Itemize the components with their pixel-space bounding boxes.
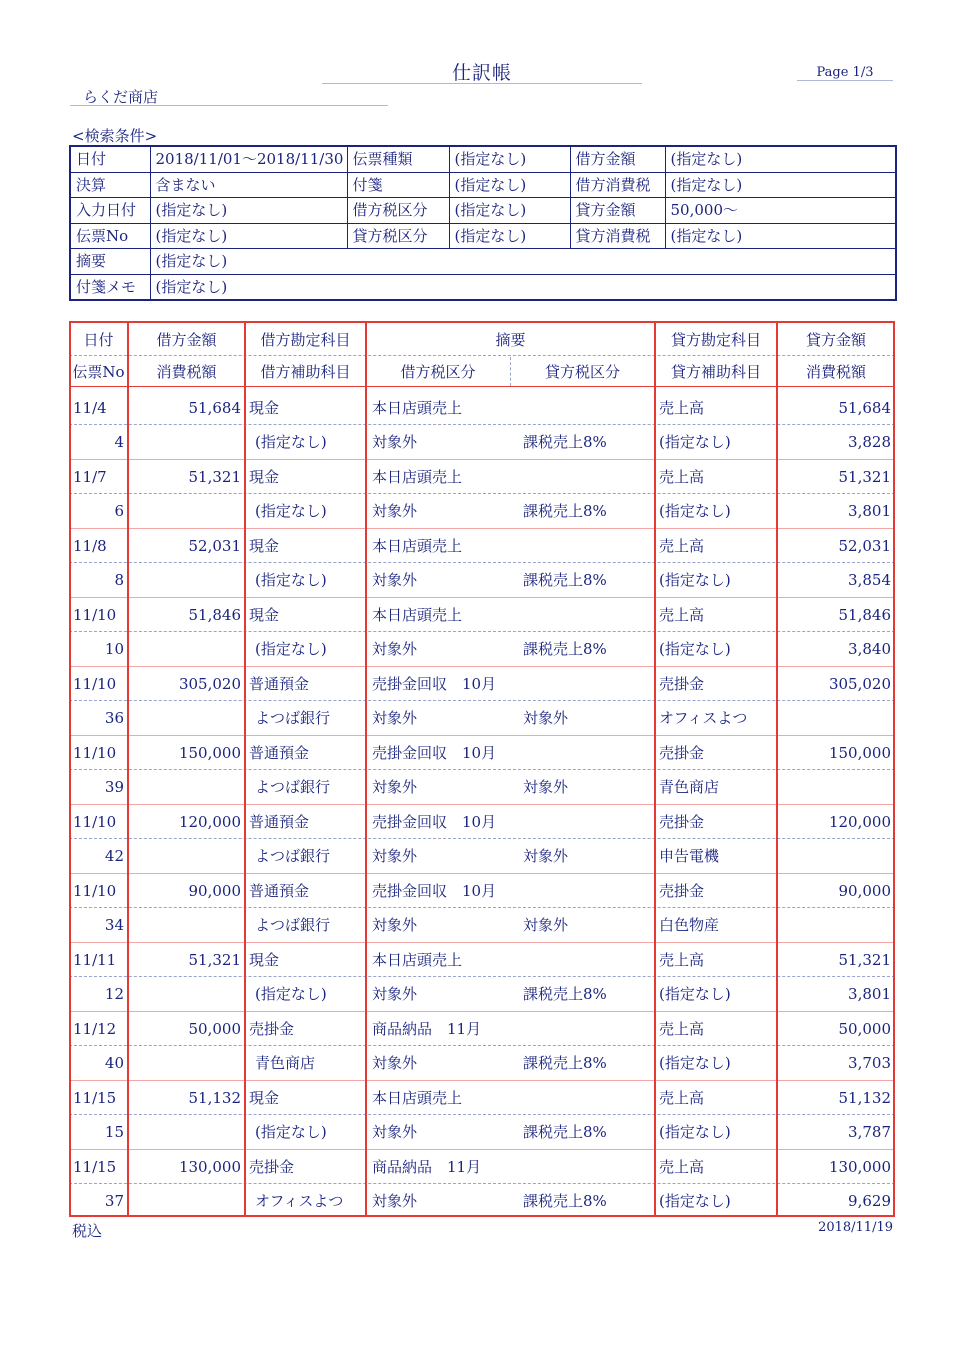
entry-debit-sub: (指定なし)	[255, 502, 327, 520]
condition-row	[70, 172, 896, 198]
entry-slip-no: 6	[114, 502, 124, 520]
entry-debit-amount: 51,846	[188, 606, 241, 624]
journal-table	[69, 321, 895, 1217]
entry-debit-amount: 50,000	[188, 1020, 241, 1038]
column-divider	[127, 321, 129, 1217]
entry-separator	[69, 528, 895, 529]
entry-date: 11/10	[73, 813, 117, 831]
condition-value: (指定なし)	[665, 223, 896, 249]
search-conditions-table	[69, 145, 897, 301]
condition-value: (指定なし)	[665, 172, 896, 198]
entry-debit-sub: (指定なし)	[255, 985, 327, 1003]
entry-credit-tax: 9,629	[848, 1192, 891, 1210]
condition-row	[70, 249, 896, 275]
condition-label: 摘要	[70, 249, 150, 275]
condition-label: 決算	[70, 172, 150, 198]
entry-divider	[69, 907, 895, 908]
entry-credit-sub: (指定なし)	[659, 433, 731, 451]
entry-date: 11/10	[73, 882, 117, 900]
condition-value: (指定なし)	[665, 146, 896, 172]
entry-credit-tax-class: 対象外	[523, 778, 569, 796]
entry-debit-tax-class: 対象外	[372, 847, 418, 865]
entry-credit-tax: 3,703	[848, 1054, 891, 1072]
entry-slip-no: 10	[104, 640, 124, 658]
entry-credit-account: 売掛金	[659, 675, 705, 693]
entry-divider	[69, 631, 895, 632]
entry-separator	[69, 804, 895, 805]
entry-divider	[69, 1114, 895, 1115]
entry-debit-tax-class: 対象外	[372, 640, 418, 658]
entry-separator	[69, 735, 895, 736]
entry-divider	[69, 424, 895, 425]
condition-label: 借方消費税	[570, 172, 665, 198]
entry-date: 11/7	[73, 468, 107, 486]
entry-credit-sub: (指定なし)	[659, 1123, 731, 1141]
entry-credit-tax-class: 課税売上8%	[523, 640, 607, 658]
entry-debit-account: 現金	[249, 468, 280, 486]
entry-debit-account: 現金	[249, 399, 280, 417]
entry-credit-tax: 3,840	[848, 640, 891, 658]
condition-label: 伝票種類	[347, 146, 449, 172]
entry-debit-tax-class: 対象外	[372, 985, 418, 1003]
entry-credit-amount: 130,000	[828, 1158, 891, 1176]
condition-row	[70, 223, 896, 249]
condition-label: 付箋	[347, 172, 449, 198]
entry-debit-amount: 51,684	[188, 399, 241, 417]
entry-credit-amount: 150,000	[828, 744, 891, 762]
condition-value: (指定なし)	[150, 223, 347, 249]
entry-credit-amount: 50,000	[838, 1020, 891, 1038]
entry-slip-no: 8	[114, 571, 124, 589]
entry-credit-account: 売上高	[659, 606, 705, 624]
condition-label: 日付	[70, 146, 150, 172]
entry-date: 11/10	[73, 675, 117, 693]
entry-summary: 売掛金回収 10月	[372, 882, 497, 900]
condition-row	[70, 198, 896, 224]
entry-credit-tax-class: 対象外	[523, 847, 569, 865]
entry-credit-tax: 3,828	[848, 433, 891, 451]
entry-debit-sub: (指定なし)	[255, 640, 327, 658]
entry-slip-no: 34	[104, 916, 124, 934]
header-debit-tax: 消費税額	[156, 363, 217, 381]
header-credit-tax: 消費税額	[805, 363, 866, 381]
entry-credit-sub: (指定なし)	[659, 571, 731, 589]
entry-credit-tax-class: 課税売上8%	[523, 1054, 607, 1072]
entry-summary: 売掛金回収 10月	[372, 744, 497, 762]
entry-debit-account: 現金	[249, 606, 280, 624]
header-slip-no: 伝票No	[72, 363, 125, 381]
entry-debit-tax-class: 対象外	[372, 433, 418, 451]
header-debit-account: 借方勘定科目	[260, 331, 351, 349]
entry-debit-sub: よつば銀行	[255, 778, 331, 796]
entry-debit-tax-class: 対象外	[372, 778, 418, 796]
entry-debit-sub: よつば銀行	[255, 709, 331, 727]
entry-date: 11/8	[73, 537, 107, 555]
condition-label: 貸方消費税	[570, 223, 665, 249]
entry-credit-tax-class: 課税売上8%	[523, 502, 607, 520]
entry-separator	[69, 873, 895, 874]
condition-value: (指定なし)	[449, 146, 570, 172]
entry-separator	[69, 666, 895, 667]
entry-debit-sub: (指定なし)	[255, 433, 327, 451]
entry-credit-sub: (指定なし)	[659, 640, 731, 658]
page-number-underline	[797, 80, 893, 81]
entry-debit-account: 普通預金	[249, 675, 310, 693]
entry-debit-amount: 51,321	[188, 951, 241, 969]
entry-date: 11/10	[73, 606, 117, 624]
entry-credit-tax-class: 対象外	[523, 916, 569, 934]
entry-debit-account: 普通預金	[249, 882, 310, 900]
entry-summary: 売掛金回収 10月	[372, 813, 497, 831]
entry-debit-account: 売掛金	[249, 1020, 295, 1038]
entry-debit-amount: 150,000	[178, 744, 241, 762]
entry-separator	[69, 1080, 895, 1081]
tax-mode-label: 税込	[72, 1222, 103, 1240]
entry-date: 11/10	[73, 744, 117, 762]
entry-credit-tax-class: 課税売上8%	[523, 571, 607, 589]
condition-label: 貸方税区分	[347, 223, 449, 249]
condition-value: (指定なし)	[449, 198, 570, 224]
entry-credit-tax-class: 課税売上8%	[523, 1123, 607, 1141]
condition-label: 付箋メモ	[70, 274, 150, 300]
entry-debit-amount: 305,020	[178, 675, 241, 693]
entry-credit-amount: 51,684	[838, 399, 891, 417]
condition-label: 貸方金額	[570, 198, 665, 224]
entry-credit-tax-class: 課税売上8%	[523, 433, 607, 451]
entry-debit-amount: 51,321	[188, 468, 241, 486]
entry-credit-sub: (指定なし)	[659, 502, 731, 520]
condition-value: 50,000～	[665, 198, 896, 224]
column-divider	[244, 321, 246, 1217]
entry-credit-account: 売掛金	[659, 882, 705, 900]
entry-date: 11/11	[73, 951, 117, 969]
entry-debit-account: 現金	[249, 1089, 280, 1107]
entry-credit-account: 売上高	[659, 1089, 705, 1107]
entry-debit-tax-class: 対象外	[372, 916, 418, 934]
entry-divider	[69, 976, 895, 977]
entry-credit-sub: 青色商店	[659, 778, 720, 796]
header-debit-amount: 借方金額	[156, 331, 217, 349]
entry-divider	[69, 562, 895, 563]
entry-separator	[69, 1011, 895, 1012]
entry-debit-tax-class: 対象外	[372, 1192, 418, 1210]
entry-debit-sub: よつば銀行	[255, 916, 331, 934]
entry-credit-account: 売上高	[659, 951, 705, 969]
entry-debit-account: 普通預金	[249, 744, 310, 762]
entry-credit-amount: 90,000	[838, 882, 891, 900]
header-summary: 摘要	[495, 331, 526, 349]
entry-summary: 売掛金回収 10月	[372, 675, 497, 693]
header-credit-account: 貸方勘定科目	[670, 331, 761, 349]
entry-separator	[69, 597, 895, 598]
entry-date: 11/4	[73, 399, 107, 417]
condition-value: 含まない	[150, 172, 347, 198]
header-tax-class-divider	[510, 357, 511, 386]
entry-credit-account: 売上高	[659, 468, 705, 486]
header-credit-amount: 貸方金額	[805, 331, 866, 349]
column-divider	[654, 321, 656, 1217]
entry-debit-sub: (指定なし)	[255, 571, 327, 589]
condition-value: (指定なし)	[449, 172, 570, 198]
entry-credit-tax-class: 対象外	[523, 709, 569, 727]
entry-credit-amount: 305,020	[828, 675, 891, 693]
entry-divider	[69, 493, 895, 494]
entry-debit-account: 現金	[249, 951, 280, 969]
entry-credit-tax-class: 課税売上8%	[523, 985, 607, 1003]
entry-credit-sub: オフィスよつ	[659, 709, 748, 727]
entry-slip-no: 40	[104, 1054, 124, 1072]
header-debit-sub: 借方補助科目	[260, 363, 351, 381]
entry-slip-no: 4	[114, 433, 124, 451]
entry-debit-amount: 130,000	[178, 1158, 241, 1176]
entry-credit-amount: 51,321	[838, 951, 891, 969]
column-divider	[365, 321, 367, 1217]
entry-credit-tax: 3,787	[848, 1123, 891, 1141]
entry-summary: 本日店頭売上	[372, 951, 463, 969]
entry-summary: 本日店頭売上	[372, 399, 463, 417]
condition-row	[70, 146, 896, 172]
print-date: 2018/11/19	[818, 1220, 893, 1235]
condition-label: 借方税区分	[347, 198, 449, 224]
entry-slip-no: 12	[104, 985, 124, 1003]
condition-label: 借方金額	[570, 146, 665, 172]
entry-summary: 本日店頭売上	[372, 468, 463, 486]
entry-debit-account: 現金	[249, 537, 280, 555]
entry-debit-sub: (指定なし)	[255, 1123, 327, 1141]
entry-summary: 本日店頭売上	[372, 537, 463, 555]
entry-credit-account: 売上高	[659, 399, 705, 417]
entry-date: 11/15	[73, 1089, 117, 1107]
entry-credit-account: 売上高	[659, 1158, 705, 1176]
entry-credit-tax: 3,854	[848, 571, 891, 589]
condition-value: (指定なし)	[449, 223, 570, 249]
entry-summary: 商品納品 11月	[372, 1158, 482, 1176]
entry-slip-no: 15	[104, 1123, 124, 1141]
entry-summary: 本日店頭売上	[372, 606, 463, 624]
condition-label: 伝票No	[70, 223, 150, 249]
entry-date: 11/15	[73, 1158, 117, 1176]
condition-label: 入力日付	[70, 198, 150, 224]
condition-value: (指定なし)	[150, 249, 896, 275]
entry-credit-amount: 120,000	[828, 813, 891, 831]
entry-debit-amount: 52,031	[188, 537, 241, 555]
condition-row	[70, 274, 896, 300]
entry-debit-sub: 青色商店	[255, 1054, 316, 1072]
entry-credit-account: 売掛金	[659, 744, 705, 762]
entry-credit-sub: (指定なし)	[659, 1192, 731, 1210]
column-divider	[776, 321, 778, 1217]
page-number: Page 1/3	[816, 65, 874, 80]
entry-debit-tax-class: 対象外	[372, 502, 418, 520]
entry-divider	[69, 700, 895, 701]
header-credit-tax-class: 貸方税区分	[544, 363, 620, 381]
title-underline	[322, 83, 642, 84]
entry-debit-tax-class: 対象外	[372, 1054, 418, 1072]
entry-credit-account: 売掛金	[659, 813, 705, 831]
entry-date: 11/12	[73, 1020, 117, 1038]
entry-credit-sub: (指定なし)	[659, 985, 731, 1003]
entry-separator	[69, 459, 895, 460]
entry-debit-tax-class: 対象外	[372, 1123, 418, 1141]
entry-debit-amount: 90,000	[188, 882, 241, 900]
condition-value: 2018/11/01～2018/11/30	[150, 146, 347, 172]
entry-debit-account: 売掛金	[249, 1158, 295, 1176]
entry-separator	[69, 1149, 895, 1150]
entry-credit-amount: 52,031	[838, 537, 891, 555]
entry-credit-sub: 申告電機	[659, 847, 720, 865]
entry-summary: 本日店頭売上	[372, 1089, 463, 1107]
entry-credit-sub: 白色物産	[659, 916, 720, 934]
header-credit-sub: 貸方補助科目	[670, 363, 761, 381]
company-underline	[70, 105, 388, 106]
entry-credit-account: 売上高	[659, 1020, 705, 1038]
entry-divider	[69, 838, 895, 839]
entry-credit-amount: 51,846	[838, 606, 891, 624]
header-bottom-border	[69, 386, 895, 387]
condition-value: (指定なし)	[150, 274, 896, 300]
entry-slip-no: 37	[104, 1192, 124, 1210]
search-conditions-heading: <検索条件>	[72, 127, 158, 145]
entry-separator	[69, 942, 895, 943]
condition-value: (指定なし)	[150, 198, 347, 224]
entry-credit-tax: 3,801	[848, 502, 891, 520]
entry-credit-amount: 51,132	[838, 1089, 891, 1107]
entry-debit-tax-class: 対象外	[372, 709, 418, 727]
entry-debit-account: 普通預金	[249, 813, 310, 831]
company-name: らくだ商店	[83, 88, 159, 106]
entry-credit-tax-class: 課税売上8%	[523, 1192, 607, 1210]
header-date: 日付	[83, 331, 114, 349]
entry-debit-sub: よつば銀行	[255, 847, 331, 865]
header-divider	[69, 355, 895, 356]
entry-summary: 商品納品 11月	[372, 1020, 482, 1038]
entry-slip-no: 36	[104, 709, 124, 727]
header-debit-tax-class: 借方税区分	[400, 363, 476, 381]
entry-credit-tax: 3,801	[848, 985, 891, 1003]
entry-credit-account: 売上高	[659, 537, 705, 555]
entry-divider	[69, 769, 895, 770]
entry-debit-tax-class: 対象外	[372, 571, 418, 589]
entry-slip-no: 42	[104, 847, 124, 865]
entry-credit-amount: 51,321	[838, 468, 891, 486]
page-title: 仕訳帳	[451, 62, 512, 84]
entry-debit-amount: 51,132	[188, 1089, 241, 1107]
entry-debit-sub: オフィスよつ	[255, 1192, 344, 1210]
entry-credit-sub: (指定なし)	[659, 1054, 731, 1072]
entry-divider	[69, 1045, 895, 1046]
entry-debit-amount: 120,000	[178, 813, 241, 831]
entry-divider	[69, 1183, 895, 1184]
entry-slip-no: 39	[104, 778, 124, 796]
